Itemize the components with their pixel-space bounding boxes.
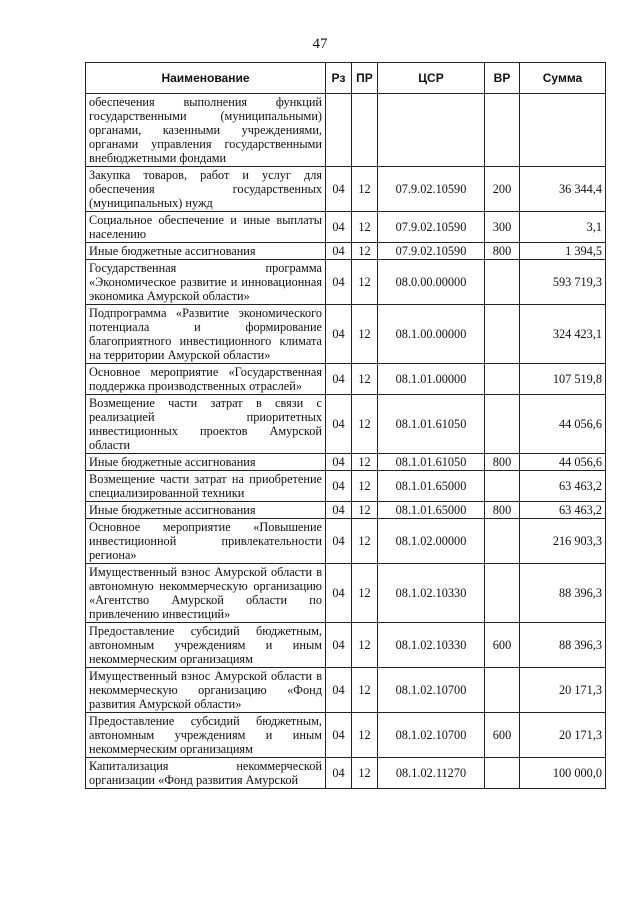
cell-pr: 12 — [352, 364, 378, 395]
table-row — [86, 364, 606, 395]
table-row — [86, 502, 606, 519]
cell-name: Иные бюджетные ассигнования — [86, 454, 326, 471]
page-number: 47 — [312, 36, 328, 52]
cell-vr: 800 — [485, 243, 520, 260]
cell-csr: 08.1.02.11270 — [378, 758, 485, 789]
cell-name: Подпрограмма «Развитие экономического потенциала и формирование благоприятного инвестиционного климата на территории Амурской области» — [86, 305, 326, 364]
table-row — [86, 212, 606, 243]
cell-vr: 600 — [485, 623, 520, 668]
cell-csr: 08.1.00.00000 — [378, 305, 485, 364]
cell-rz: 04 — [326, 454, 352, 471]
cell-csr: 08.1.02.10330 — [378, 623, 485, 668]
cell-rz: 04 — [326, 502, 352, 519]
cell-sum: 63 463,2 — [520, 471, 606, 502]
cell-csr: 08.1.01.61050 — [378, 454, 485, 471]
cell-csr — [378, 94, 485, 167]
cell-pr: 12 — [352, 212, 378, 243]
cell-name: Предоставление субсидий бюджетным, автономным учреждениям и иным некоммерческим организациям — [86, 623, 326, 668]
cell-sum: 1 394,5 — [520, 243, 606, 260]
cell-name: Возмещение части затрат на приобретение специализированной техники — [86, 471, 326, 502]
cell-rz: 04 — [326, 623, 352, 668]
table-row — [86, 243, 606, 260]
cell-csr: 07.9.02.10590 — [378, 167, 485, 212]
cell-rz: 04 — [326, 519, 352, 564]
cell-csr: 08.1.02.00000 — [378, 519, 485, 564]
header-sum: Сумма — [520, 63, 606, 94]
cell-sum: 593 719,3 — [520, 260, 606, 305]
cell-pr: 12 — [352, 454, 378, 471]
cell-sum: 88 396,3 — [520, 623, 606, 668]
cell-vr — [485, 260, 520, 305]
cell-pr: 12 — [352, 471, 378, 502]
table-row — [86, 305, 606, 364]
cell-rz: 04 — [326, 713, 352, 758]
cell-sum: 44 056,6 — [520, 395, 606, 454]
cell-pr: 12 — [352, 668, 378, 713]
cell-sum: 100 000,0 — [520, 758, 606, 789]
cell-vr — [485, 364, 520, 395]
cell-name: Социальное обеспечение и иные выплаты населению — [86, 212, 326, 243]
table-row — [86, 454, 606, 471]
cell-pr: 12 — [352, 623, 378, 668]
cell-sum: 88 396,3 — [520, 564, 606, 623]
cell-sum: 63 463,2 — [520, 502, 606, 519]
cell-sum: 216 903,3 — [520, 519, 606, 564]
cell-name: Имущественный взнос Амурской области в некоммерческую организацию «Фонд развития Амурской области» — [86, 668, 326, 713]
cell-vr: 600 — [485, 713, 520, 758]
header-vr: ВР — [485, 63, 520, 94]
cell-csr: 08.1.01.65000 — [378, 471, 485, 502]
cell-sum: 36 344,4 — [520, 167, 606, 212]
cell-sum: 44 056,6 — [520, 454, 606, 471]
cell-vr — [485, 519, 520, 564]
cell-rz: 04 — [326, 364, 352, 395]
cell-csr: 08.1.01.00000 — [378, 364, 485, 395]
table-row — [86, 713, 606, 758]
budget-table — [85, 62, 606, 789]
cell-vr: 200 — [485, 167, 520, 212]
cell-rz: 04 — [326, 260, 352, 305]
cell-name: Основное мероприятие «Государственная поддержка производственных отраслей» — [86, 364, 326, 395]
cell-vr — [485, 395, 520, 454]
cell-pr: 12 — [352, 395, 378, 454]
cell-csr: 08.1.02.10700 — [378, 713, 485, 758]
cell-rz: 04 — [326, 668, 352, 713]
cell-csr: 07.9.02.10590 — [378, 212, 485, 243]
cell-sum — [520, 94, 606, 167]
cell-name: Иные бюджетные ассигнования — [86, 502, 326, 519]
cell-name: Имущественный взнос Амурской области в автономную некоммерческую организацию «Агентство Амурской области по привлечению инвестиций» — [86, 564, 326, 623]
table-row — [86, 260, 606, 305]
cell-sum: 20 171,3 — [520, 668, 606, 713]
table-row — [86, 167, 606, 212]
cell-pr: 12 — [352, 713, 378, 758]
cell-vr — [485, 94, 520, 167]
cell-sum: 3,1 — [520, 212, 606, 243]
cell-name: Предоставление субсидий бюджетным, автономным учреждениям и иным некоммерческим организациям — [86, 713, 326, 758]
cell-csr: 08.1.02.10330 — [378, 564, 485, 623]
cell-rz: 04 — [326, 395, 352, 454]
cell-vr — [485, 758, 520, 789]
cell-pr: 12 — [352, 758, 378, 789]
cell-sum: 324 423,1 — [520, 305, 606, 364]
cell-vr — [485, 305, 520, 364]
table-row — [86, 471, 606, 502]
cell-rz: 04 — [326, 305, 352, 364]
cell-name: Закупка товаров, работ и услуг для обеспечения государственных (муниципальных) нужд — [86, 167, 326, 212]
cell-rz: 04 — [326, 471, 352, 502]
cell-vr: 800 — [485, 454, 520, 471]
cell-csr: 08.1.02.10700 — [378, 668, 485, 713]
table-header-row — [86, 63, 606, 94]
cell-pr: 12 — [352, 519, 378, 564]
cell-vr — [485, 668, 520, 713]
cell-csr: 08.1.01.61050 — [378, 395, 485, 454]
cell-name: Государственная программа «Экономическое развитие и инновационная экономика Амурской области» — [86, 260, 326, 305]
table-row — [86, 668, 606, 713]
cell-pr: 12 — [352, 564, 378, 623]
cell-vr — [485, 471, 520, 502]
cell-pr: 12 — [352, 167, 378, 212]
table-row — [86, 519, 606, 564]
cell-rz: 04 — [326, 758, 352, 789]
cell-name: обеспечения выполнения функций государственными (муниципальными) органами, казенными учреждениями, органами управления государственными внебюджетными фондами — [86, 94, 326, 167]
table-row — [86, 395, 606, 454]
cell-vr: 800 — [485, 502, 520, 519]
cell-vr — [485, 564, 520, 623]
table-row — [86, 623, 606, 668]
cell-pr — [352, 94, 378, 167]
cell-name: Возмещение части затрат в связи с реализацией приоритетных инвестиционных проектов Амурской области — [86, 395, 326, 454]
cell-name: Иные бюджетные ассигнования — [86, 243, 326, 260]
cell-csr: 08.1.01.65000 — [378, 502, 485, 519]
cell-name: Основное мероприятие «Повышение инвестиционной привлекательности региона» — [86, 519, 326, 564]
header-pr: ПР — [352, 63, 378, 94]
table-row — [86, 564, 606, 623]
cell-rz: 04 — [326, 243, 352, 260]
cell-rz — [326, 94, 352, 167]
table-row — [86, 758, 606, 789]
cell-pr: 12 — [352, 305, 378, 364]
header-name: Наименование — [86, 63, 326, 94]
cell-rz: 04 — [326, 167, 352, 212]
cell-rz: 04 — [326, 564, 352, 623]
header-csr: ЦСР — [378, 63, 485, 94]
cell-sum: 107 519,8 — [520, 364, 606, 395]
cell-rz: 04 — [326, 212, 352, 243]
header-rz: Рз — [326, 63, 352, 94]
cell-name: Капитализация некоммерческой организации «Фонд развития Амурской — [86, 758, 326, 789]
cell-vr: 300 — [485, 212, 520, 243]
cell-csr: 08.0.00.00000 — [378, 260, 485, 305]
table-row — [86, 94, 606, 167]
cell-pr: 12 — [352, 243, 378, 260]
cell-pr: 12 — [352, 502, 378, 519]
cell-sum: 20 171,3 — [520, 713, 606, 758]
cell-csr: 07.9.02.10590 — [378, 243, 485, 260]
cell-pr: 12 — [352, 260, 378, 305]
